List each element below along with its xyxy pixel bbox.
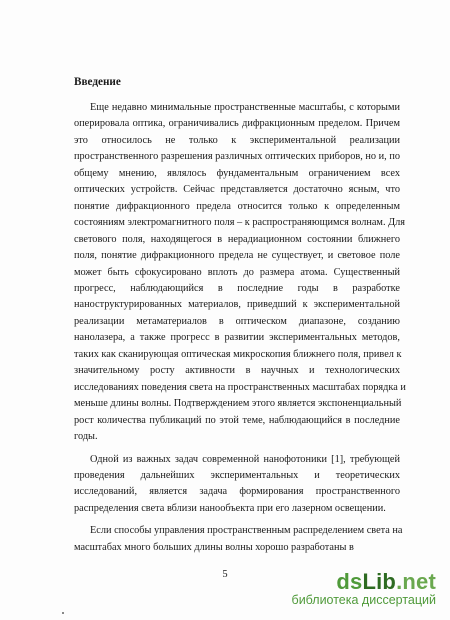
watermark-lib: Lib <box>362 569 397 594</box>
text-line: меньше длины волны. Подтверждением этого является экспоненциальный <box>74 398 402 410</box>
text-line: прогресс, наблюдающийся в последние годы в разработке <box>74 282 400 294</box>
text-line: наноструктурированных материалов, приведший к экспериментальной <box>74 299 400 311</box>
watermark-wordmark <box>292 570 436 594</box>
text-line: оперировала оптика, ограничивались дифракционным пределом. Причем <box>74 118 400 130</box>
body-text <box>74 100 406 562</box>
text-line: годы. <box>74 431 98 443</box>
page-number: 5 <box>222 569 228 580</box>
text-line: распределения света вблизи нанообъекта при его лазерном освещении. <box>74 502 386 514</box>
text-line: Еще недавно минимальные пространственные масштабы, с которыми <box>90 102 400 113</box>
text-line: рост количества публикаций по этой теме, наблюдающийся в последние <box>74 414 400 426</box>
text-line: масштабах много больших длины волны хорошо разработаны в <box>74 541 354 553</box>
text-line: светового поля, находящегося в нерадиационном состоянии ближнего <box>74 233 400 245</box>
watermark-net: .net <box>396 569 436 594</box>
text-line: нанолазера, а также прогресс в развитии экспериментальных методов, <box>74 332 400 344</box>
text-line: реализации метаматериалов в оптическом диапазоне, созданию <box>74 315 400 327</box>
section-heading: Введение <box>74 76 121 88</box>
text-line: проведения дальнейших экспериментальных и теоретических <box>74 469 400 481</box>
text-line: значительному росту активности в научных и технологических <box>74 365 400 377</box>
text-line: понятие дифракционного предела относится только к определенным <box>74 200 400 212</box>
text-line: исследованиях поведения света на пространственных масштабах порядка и <box>74 381 406 393</box>
text-line: может быть сфокусировано вплоть до размера атома. Существенный <box>74 266 400 278</box>
paragraph <box>74 523 403 556</box>
text-line: Если способы управления пространственным распределением света на <box>90 525 403 537</box>
watermark-logo[interactable] <box>292 570 436 607</box>
text-line: состояниям электромагнитного поля – к распространяющимся волнам. Для <box>74 217 405 229</box>
text-line: пространственного разрешения различных оптических приборов, но и, по <box>74 151 400 163</box>
paragraph <box>74 100 406 446</box>
text-line: Одной из важных задач современной нанофотоники [1], требующей <box>90 453 400 465</box>
paragraph <box>74 452 400 518</box>
text-line: оптических устройств. Сейчас представляется достаточно ясным, что <box>74 184 400 196</box>
text-line: исследований, является задача формирования пространственного <box>74 486 400 498</box>
watermark-subtitle: библиотека диссертаций <box>291 593 436 607</box>
text-line: это относилось не только к экспериментальной реализации <box>74 134 400 146</box>
watermark-ds: ds <box>336 569 363 594</box>
text-line: общему мнению, являлось фундаментальным ограничением всех <box>74 167 400 179</box>
text-line: таких как сканирующая оптическая микроскопия ближнего поля, привел к <box>74 348 402 360</box>
scan-speck <box>62 612 64 614</box>
text-line: поля, понятие дифракционного предела не существует, и световое поле <box>74 250 400 262</box>
